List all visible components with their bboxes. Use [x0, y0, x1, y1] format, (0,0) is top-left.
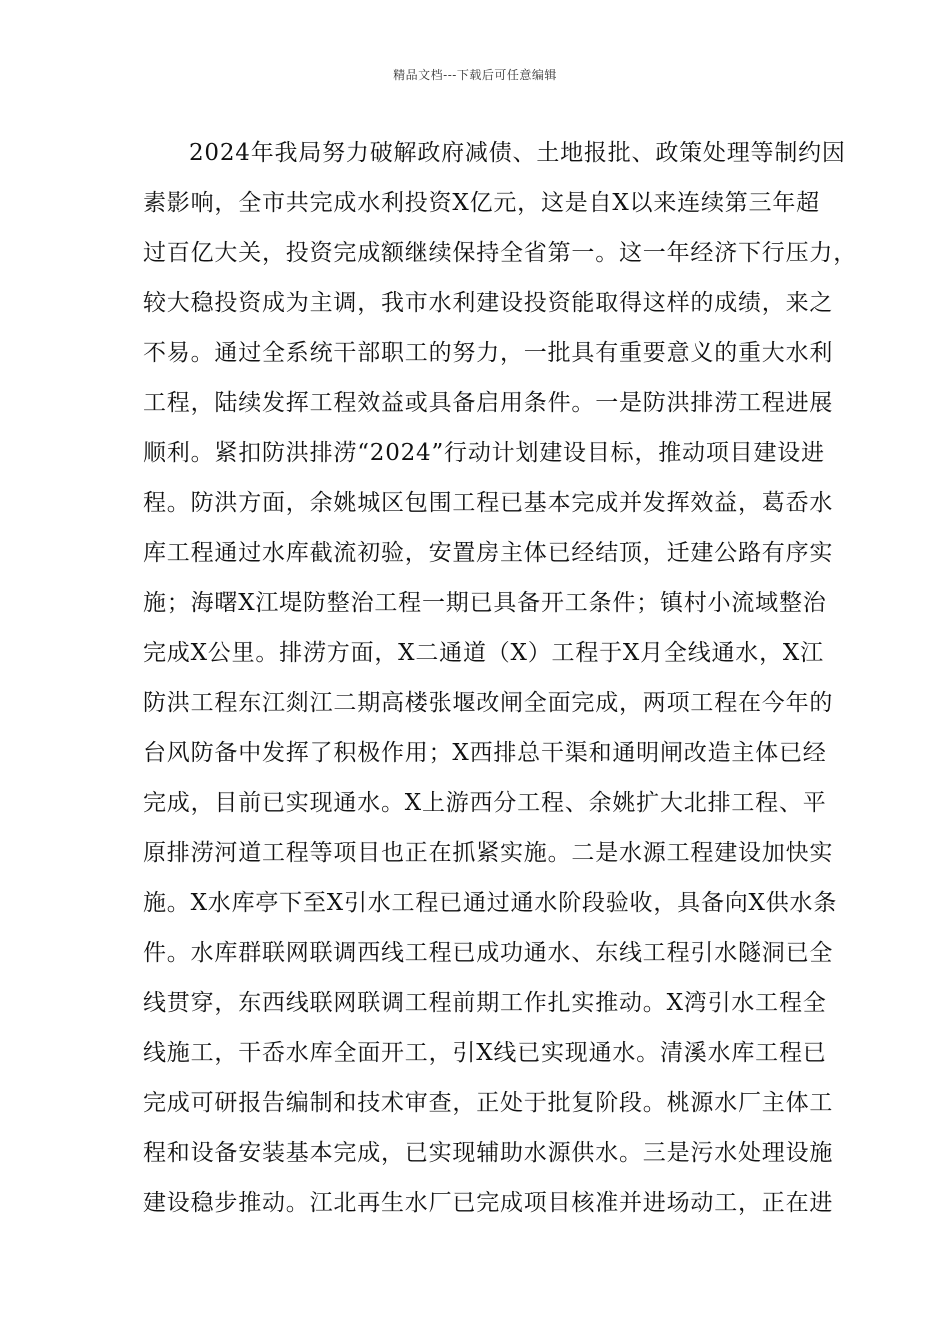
paragraph-line: 过百亿大关，投资完成额继续保持全省第一。这一年经济下行压力，	[143, 240, 857, 266]
paragraph-line: 完成可研报告编制和技术审查，正处于批复阶段。桃源水厂主体工	[143, 1090, 834, 1116]
paragraph-line: 库工程通过水库截流初验，安置房主体已经结顶，迁建公路有序实	[143, 540, 834, 566]
paragraph-line: 原排涝河道工程等项目也正在抓紧实施。二是水源工程建设加快实	[143, 840, 834, 866]
paragraph-line: 施；海曙X江堤防整治工程一期已具备开工条件；镇村小流域整治	[143, 590, 827, 616]
page-header: 精品文档---下载后可任意编辑	[393, 68, 557, 82]
paragraph-line: 完成X公里。排涝方面，X二通道（X）工程于X月全线通水，X江	[143, 640, 824, 666]
paragraph-line: 较大稳投资成为主调，我市水利建设投资能取得这样的成绩，来之	[143, 290, 834, 316]
paragraph-line: 建设稳步推动。江北再生水厂已完成项目核准并进场动工，正在进	[143, 1190, 834, 1216]
paragraph-line: 线施工，干岙水库全面开工，引X线已实现通水。清溪水库工程已	[143, 1040, 827, 1066]
paragraph-line: 防洪工程东江剡江二期高楼张堰改闸全面完成，两项工程在今年的	[143, 690, 834, 716]
paragraph-line: 完成，目前已实现通水。X上游西分工程、余姚扩大北排工程、平	[143, 790, 827, 816]
paragraph-line: 工程，陆续发挥工程效益或具备启用条件。一是防洪排涝工程进展	[143, 390, 834, 416]
body-paragraph	[143, 128, 857, 1228]
paragraph-line: 件。水库群联网联调西线工程已成功通水、东线工程引水隧洞已全	[143, 940, 834, 966]
paragraph-line: 线贯穿，东西线联网联调工程前期工作扎实推动。X湾引水工程全	[143, 990, 827, 1016]
paragraph-line: 顺利。紧扣防洪排涝“2024”行动计划建设目标，推动项目建设进	[143, 440, 825, 466]
paragraph-line: 施。X水库亭下至X引水工程已通过通水阶段验收，具备向X供水条	[143, 890, 838, 916]
paragraph-line: 素影响，全市共完成水利投资X亿元，这是自X以来连续第三年超	[143, 190, 820, 216]
paragraph-line: 程。防洪方面，余姚城区包围工程已基本完成并发挥效益，葛岙水	[143, 490, 834, 516]
paragraph-line: 程和设备安装基本完成，已实现辅助水源供水。三是污水处理设施	[143, 1140, 834, 1166]
paragraph-line: 台风防备中发挥了积极作用；X西排总干渠和通明闸改造主体已经	[143, 740, 827, 766]
paragraph-line: 不易。通过全系统干部职工的努力，一批具有重要意义的重大水利	[143, 340, 834, 366]
paragraph-line: 2024年我局努力破解政府减债、土地报批、政策处理等制约因	[189, 140, 846, 166]
